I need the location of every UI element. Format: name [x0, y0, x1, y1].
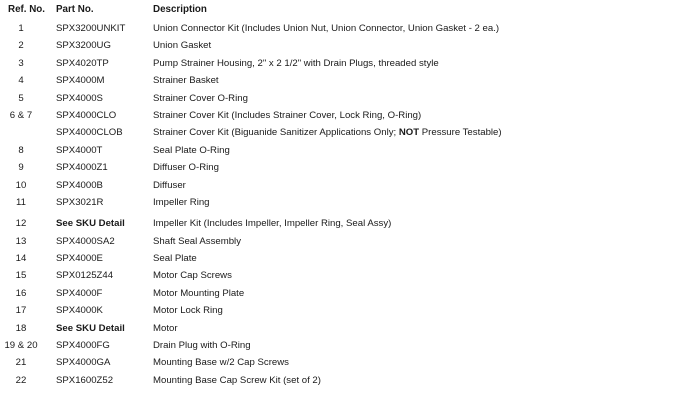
table-row: [0, 159, 700, 176]
ref-no: 5: [18, 92, 24, 104]
part-no: SPX4000F: [56, 287, 103, 299]
table-row: [0, 55, 700, 72]
ref-no: 6 & 7: [9, 109, 33, 121]
description: Diffuser: [153, 179, 186, 191]
part-no-header: Part No.: [56, 4, 94, 15]
description-text: Strainer Cover Kit (Biguanide Sanitizer Applications Only;: [153, 127, 399, 139]
table-row: [0, 285, 700, 302]
part-no: SPX4000T: [56, 144, 103, 156]
table-row: [0, 177, 700, 194]
description: Motor Mounting Plate: [153, 287, 245, 299]
table-row: [0, 354, 700, 371]
part-no: SPX4000S: [56, 92, 103, 104]
table-row: [0, 337, 700, 354]
part-no: SPX3200UG: [56, 40, 111, 52]
part-no: SPX4000SA2: [56, 235, 115, 247]
table-row: [0, 267, 700, 284]
table-row: [0, 250, 700, 267]
ref-no-header: Ref. No.: [8, 4, 46, 15]
description: Mounting Base Cap Screw Kit (set of 2): [153, 374, 321, 386]
description: Motor Lock Ring: [153, 305, 223, 317]
table-row: [0, 233, 700, 250]
part-no: SPX3200UNKIT: [56, 23, 126, 34]
part-no: SPX4020TP: [56, 57, 109, 69]
table-row: [0, 302, 700, 319]
ref-no: 16: [15, 287, 27, 299]
ref-no: 4: [18, 75, 24, 87]
part-no: SPX1600Z52: [56, 374, 114, 386]
description: Strainer Basket: [153, 75, 219, 87]
part-no: See SKU Detail: [56, 322, 125, 334]
table-row: [0, 124, 700, 141]
part-no: SPX4000E: [56, 253, 103, 265]
ref-no: 8: [18, 144, 24, 156]
description: Union Gasket: [153, 40, 212, 52]
description: Motor Cap Screws: [153, 270, 232, 282]
part-no: SPX4000GA: [56, 357, 111, 369]
ref-no: 18: [15, 322, 27, 334]
table-row: [0, 215, 700, 232]
ref-no: 9: [18, 162, 24, 174]
ref-no: 10: [15, 179, 27, 191]
description: Impeller Ring: [153, 196, 210, 208]
description: Mounting Base w/2 Cap Screws: [153, 357, 289, 369]
table-row: [0, 72, 700, 89]
description: [153, 124, 502, 141]
description: Seal Plate O-Ring: [153, 144, 230, 156]
part-no: SPX4000B: [56, 179, 103, 191]
part-no: SPX4000M: [56, 75, 105, 87]
table-row: [0, 20, 700, 37]
ref-no: 17: [15, 305, 27, 317]
part-no: SPX4000Z1: [56, 162, 108, 174]
part-no: SPX4000K: [56, 305, 103, 317]
part-no: SPX4000FG: [56, 340, 110, 352]
description-text-end: Pressure Testable): [419, 127, 502, 139]
table-row: [0, 372, 700, 389]
part-no: See SKU Detail: [56, 218, 125, 230]
description: Seal Plate: [153, 253, 197, 265]
part-no: SPX4000CLO: [56, 109, 117, 121]
description: Motor: [153, 322, 178, 334]
part-no: SPX3021R: [56, 196, 104, 208]
part-no: SPX4000CLOB: [56, 127, 123, 139]
table-row: [0, 90, 700, 107]
ref-no: 2: [18, 40, 24, 52]
ref-no: 22: [15, 374, 27, 386]
description: Shaft Seal Assembly: [153, 235, 241, 247]
description: Drain Plug with O-Ring: [153, 340, 251, 352]
part-no: SPX0125Z44: [56, 270, 114, 282]
ref-no: 19 & 20: [4, 340, 38, 352]
description: Strainer Cover O-Ring: [153, 92, 248, 104]
description: Impeller Kit (Includes Impeller, Impeller Ring, Seal Assy): [153, 218, 392, 230]
not-emphasis: NOT: [398, 127, 420, 139]
ref-no: 15: [15, 270, 27, 282]
table-row: [0, 320, 700, 337]
table-row: [0, 194, 700, 211]
ref-no: 21: [15, 357, 27, 369]
ref-no: 3: [18, 57, 24, 69]
ref-no: 11: [16, 196, 26, 208]
table-row: [0, 107, 700, 124]
description: Diffuser O-Ring: [153, 162, 219, 174]
description-header: Description: [153, 4, 207, 15]
table-header: [0, 0, 700, 20]
ref-no: 14: [15, 253, 27, 265]
table-row: [0, 142, 700, 159]
ref-no: 1: [18, 23, 24, 34]
description: Union Connector Kit (Includes Union Nut, Union Connector, Union Gasket - 2 ea.): [153, 23, 500, 34]
ref-no: 12: [15, 218, 27, 230]
description: Pump Strainer Housing, 2" x 2 1/2" with Drain Plugs, threaded style: [153, 57, 439, 69]
ref-no: 13: [15, 235, 27, 247]
description: Strainer Cover Kit (Includes Strainer Cover, Lock Ring, O-Ring): [153, 109, 422, 121]
table-row: [0, 37, 700, 54]
